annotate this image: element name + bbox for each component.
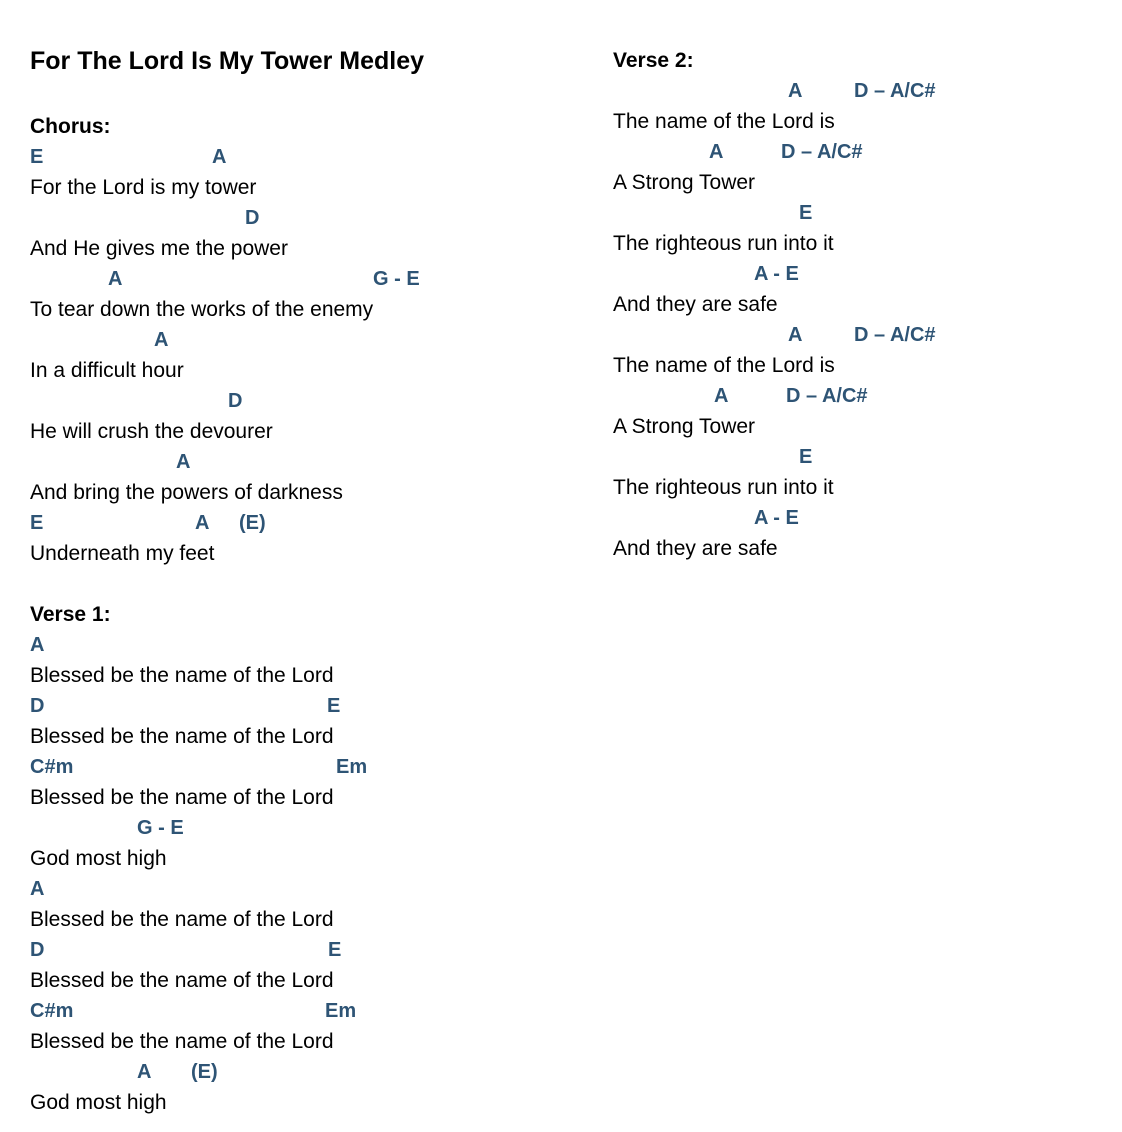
chorus-lyric-4: In a difficult hour [30, 359, 184, 382]
chord: G - E [373, 268, 420, 290]
chord: E [328, 939, 342, 961]
chord: E [799, 446, 813, 468]
chord: A - E [754, 263, 799, 285]
chorus-lyric-6: And bring the powers of darkness [30, 481, 343, 504]
chord: D – A/C# [854, 324, 936, 346]
chord: A [709, 141, 724, 163]
verse1-lyric-6: Blessed be the name of the Lord [30, 969, 334, 992]
verse2-lyric-4: And they are safe [613, 293, 778, 316]
chord: D – A/C# [781, 141, 863, 163]
verse2-lyric-1: The name of the Lord is [613, 110, 835, 133]
song-title: For The Lord Is My Tower Medley [30, 47, 425, 75]
verse1-lyric-3: Blessed be the name of the Lord [30, 786, 334, 809]
chord: E [799, 202, 813, 224]
chord: A [30, 634, 45, 656]
chord: D [30, 939, 45, 961]
verse2-heading: Verse 2: [613, 49, 694, 72]
verse1-lyric-2: Blessed be the name of the Lord [30, 725, 334, 748]
chord: Em [325, 1000, 357, 1022]
chord: A [788, 324, 803, 346]
chord: E [30, 512, 44, 534]
chord: A [154, 329, 169, 351]
verse2-lyric-6: A Strong Tower [613, 415, 756, 438]
chord: C#m [30, 756, 74, 778]
chord: E [327, 695, 341, 717]
chord: D [30, 695, 45, 717]
verse2-lyric-5: The name of the Lord is [613, 354, 835, 377]
chord: D – A/C# [786, 385, 868, 407]
chord: A [714, 385, 729, 407]
chord: A [195, 512, 210, 534]
chord: A - E [754, 507, 799, 529]
verse2-lyric-8: And they are safe [613, 537, 778, 560]
chorus-lyric-3: To tear down the works of the enemy [30, 298, 374, 321]
chord: C#m [30, 1000, 74, 1022]
chord: E [30, 146, 44, 168]
chord: D [245, 207, 260, 229]
chord: D – A/C# [854, 80, 936, 102]
chord: A [137, 1061, 152, 1083]
chorus-lyric-2: And He gives me the power [30, 237, 288, 260]
verse2-lyric-3: The righteous run into it [613, 232, 834, 255]
chord: Em [336, 756, 368, 778]
verse1-lyric-7: Blessed be the name of the Lord [30, 1030, 334, 1053]
chord: A [108, 268, 123, 290]
chord: A [788, 80, 803, 102]
verse2-lyric-7: The righteous run into it [613, 476, 834, 499]
verse1-lyric-4: God most high [30, 847, 167, 870]
chorus-heading: Chorus: [30, 115, 111, 138]
chord: A [30, 878, 45, 900]
verse1-lyric-8: God most high [30, 1091, 167, 1114]
chord: A [212, 146, 227, 168]
chorus-lyric-1: For the Lord is my tower [30, 176, 257, 199]
verse1-lyric-1: Blessed be the name of the Lord [30, 664, 334, 687]
chorus-lyric-5: He will crush the devourer [30, 420, 273, 443]
verse2-lyric-2: A Strong Tower [613, 171, 756, 194]
chord: G - E [137, 817, 184, 839]
chord: A [176, 451, 191, 473]
chord: D [228, 390, 243, 412]
chorus-lyric-7: Underneath my feet [30, 542, 215, 565]
verse1-heading: Verse 1: [30, 603, 111, 626]
chord: (E) [239, 512, 266, 534]
verse1-lyric-5: Blessed be the name of the Lord [30, 908, 334, 931]
chord: (E) [191, 1061, 218, 1083]
